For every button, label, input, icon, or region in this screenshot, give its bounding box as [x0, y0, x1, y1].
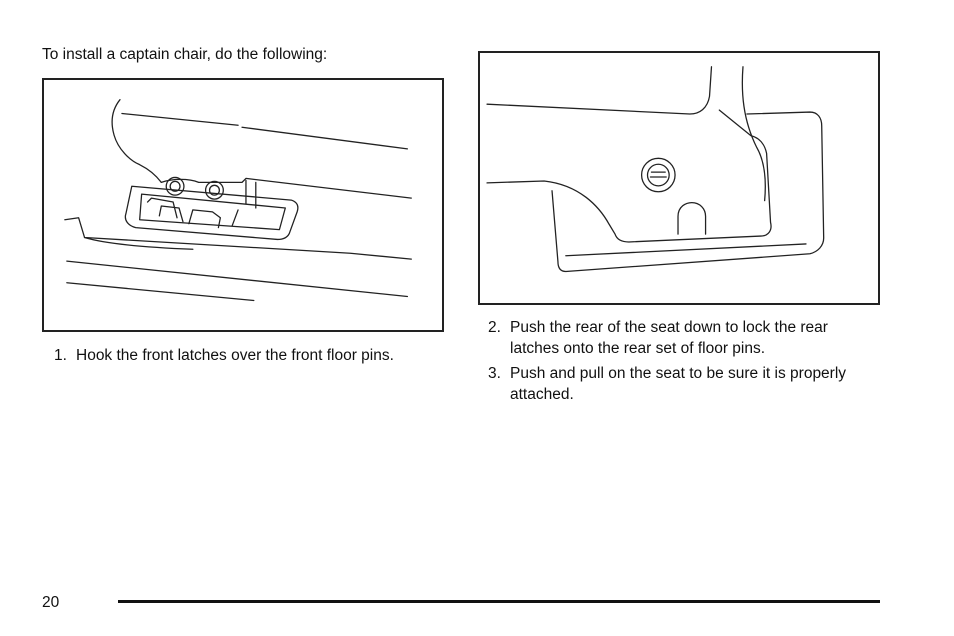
step-text: Hook the front latches over the front floor pins.	[76, 347, 394, 364]
page-number: 20	[42, 594, 60, 611]
step-2	[488, 317, 863, 359]
front-latch-drawing	[44, 80, 442, 330]
rear-latch-drawing	[480, 53, 878, 303]
step-1	[54, 345, 454, 366]
intro-text: To install a captain chair, do the following:	[42, 46, 328, 63]
footer-rule	[118, 600, 880, 603]
step-text: Push and pull on the seat to be sure it is properly attached.	[510, 365, 847, 403]
front-latch-illustration	[42, 78, 444, 332]
step-text: Push the rear of the seat down to lock the rear latches onto the rear set of floor pins.	[510, 319, 828, 357]
step-number: 2.	[488, 319, 501, 336]
step-3	[488, 363, 863, 405]
step-number: 3.	[488, 365, 501, 382]
rear-latch-illustration	[478, 51, 880, 305]
step-number: 1.	[54, 347, 67, 364]
